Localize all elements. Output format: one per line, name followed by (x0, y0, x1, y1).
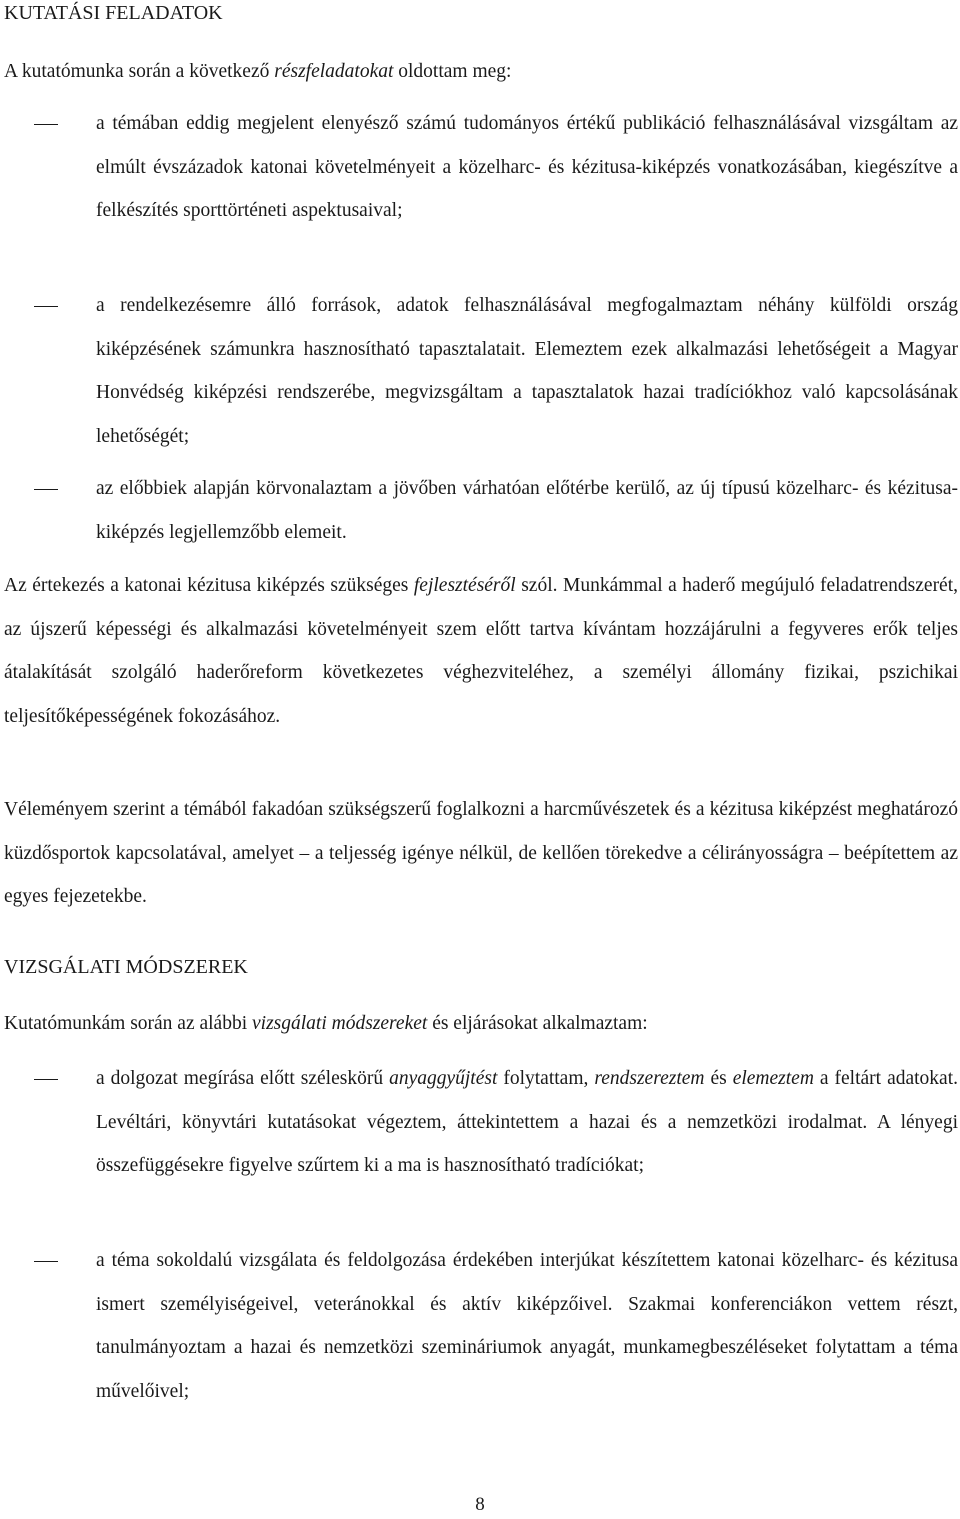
research-bullet-3: az előbbiek alapján körvonalaztam a jövőben várhatóan előtérbe kerülő, az új típusú közelharc- és kézitusa-kiképzés legjellemzőbb elemeit. (96, 478, 958, 543)
research-paragraph-1 (4, 564, 958, 738)
bullet-dash (34, 124, 58, 125)
methods-intro-text-end: és eljárásokat alkalmaztam: (427, 1013, 648, 1034)
bullet-emphasis: elemeztem (732, 1068, 814, 1089)
research-intro-emphasis: részfeladatokat (274, 61, 394, 82)
methods-intro-text: Kutatómunkám során az alábbi (4, 1013, 253, 1034)
bullet-text: és (704, 1068, 733, 1089)
bullet-text: folytattam, (497, 1068, 595, 1089)
paragraph-text: Az értekezés a katonai kézitusa kiképzés szükséges (4, 575, 414, 596)
methods-bullet-1 (96, 1057, 958, 1188)
bullet-text: a dolgozat megírása előtt széleskörű (96, 1068, 390, 1089)
research-intro (4, 50, 958, 94)
bullet-dash (34, 1261, 58, 1262)
methods-intro-emphasis: vizsgálati módszereket (252, 1013, 428, 1034)
methods-intro (4, 1002, 958, 1046)
research-intro-text: A kutatómunka során a következő (4, 61, 275, 82)
research-bullet-1: a témában eddig megjelent elenyésző számú tudományos értékű publikáció felhasználásával vizsgáltam az elmúlt évszázadok katonai követelményeit a közelharc- és kézitusa-kiképzés vonatkozásában, kiegészítve a felkészítés sporttörténeti aspektusaival; (96, 113, 958, 221)
section-heading-methods: VIZSGÁLATI MÓDSZEREK (4, 956, 248, 978)
research-intro-text-end: oldottam meg: (393, 61, 512, 82)
research-bullet-2: a rendelkezésemre álló források, adatok felhasználásával megfogalmaztam néhány külföldi ország kiképzésének számunkra hasznosítható tapasztalatait. Elemeztem ezek alkalmazási lehetőségeit a Magyar Honvédség kiképzési rendszerébe, megvizsgáltam a tapasztalatok hazai tradíciókhoz való kapcsolásának lehetőségét; (96, 295, 958, 447)
bullet-dash (34, 489, 58, 490)
methods-bullet-2: a téma sokoldalú vizsgálata és feldolgozása érdekében interjúkat készítettem katonai közelharc- és kézitusa ismert személyiségeivel, veteránokkal és aktív kiképzőivel. Szakmai konferenciákon vettem részt, tanulmányoztam a hazai és nemzetközi szemináriumok anyagát, munkamegbeszéléseket folytattam a téma művelőivel; (96, 1250, 958, 1402)
bullet-emphasis: anyaggyűjtést (389, 1068, 498, 1089)
research-paragraph-2: Véleményem szerint a témából fakadóan szükségszerű foglalkozni a harcművészetek és a kézitusa kiképzést meghatározó küzdősportok kapcsolatával, amelyet – a teljesség igénye nélkül, de kellően törekedve a célirányosságra – beépítettem az egyes fejezetekbe. (4, 799, 958, 907)
paragraph-emphasis: fejlesztéséről (413, 575, 516, 596)
page-number: 8 (475, 1494, 485, 1515)
bullet-dash (34, 1079, 58, 1080)
bullet-dash (34, 306, 58, 307)
bullet-emphasis: rendszereztem (594, 1068, 705, 1089)
bullet-text: a feltárt adatokat. Levéltári, könyvtári kutatásokat végeztem, áttekintettem a hazai és a nemzetközi irodalmat. A lényegi összefüggésekre figyelve szűrtem ki a ma is hasznosítható tradíciókat; (96, 1068, 958, 1176)
section-heading-research: KUTATÁSI FELADATOK (4, 2, 223, 24)
paragraph-text-end: szól. Munkámmal a haderő megújuló feladatrendszerét, az újszerű képességi és alkalmazási követelményeit szem előtt tartva kívántam hozzájárulni a fegyveres erők teljes átalakítását szolgáló haderőreform következetes véghezviteléhez, a személyi állomány fizikai, pszichikai teljesítőképességének fokozásához. (4, 575, 959, 727)
